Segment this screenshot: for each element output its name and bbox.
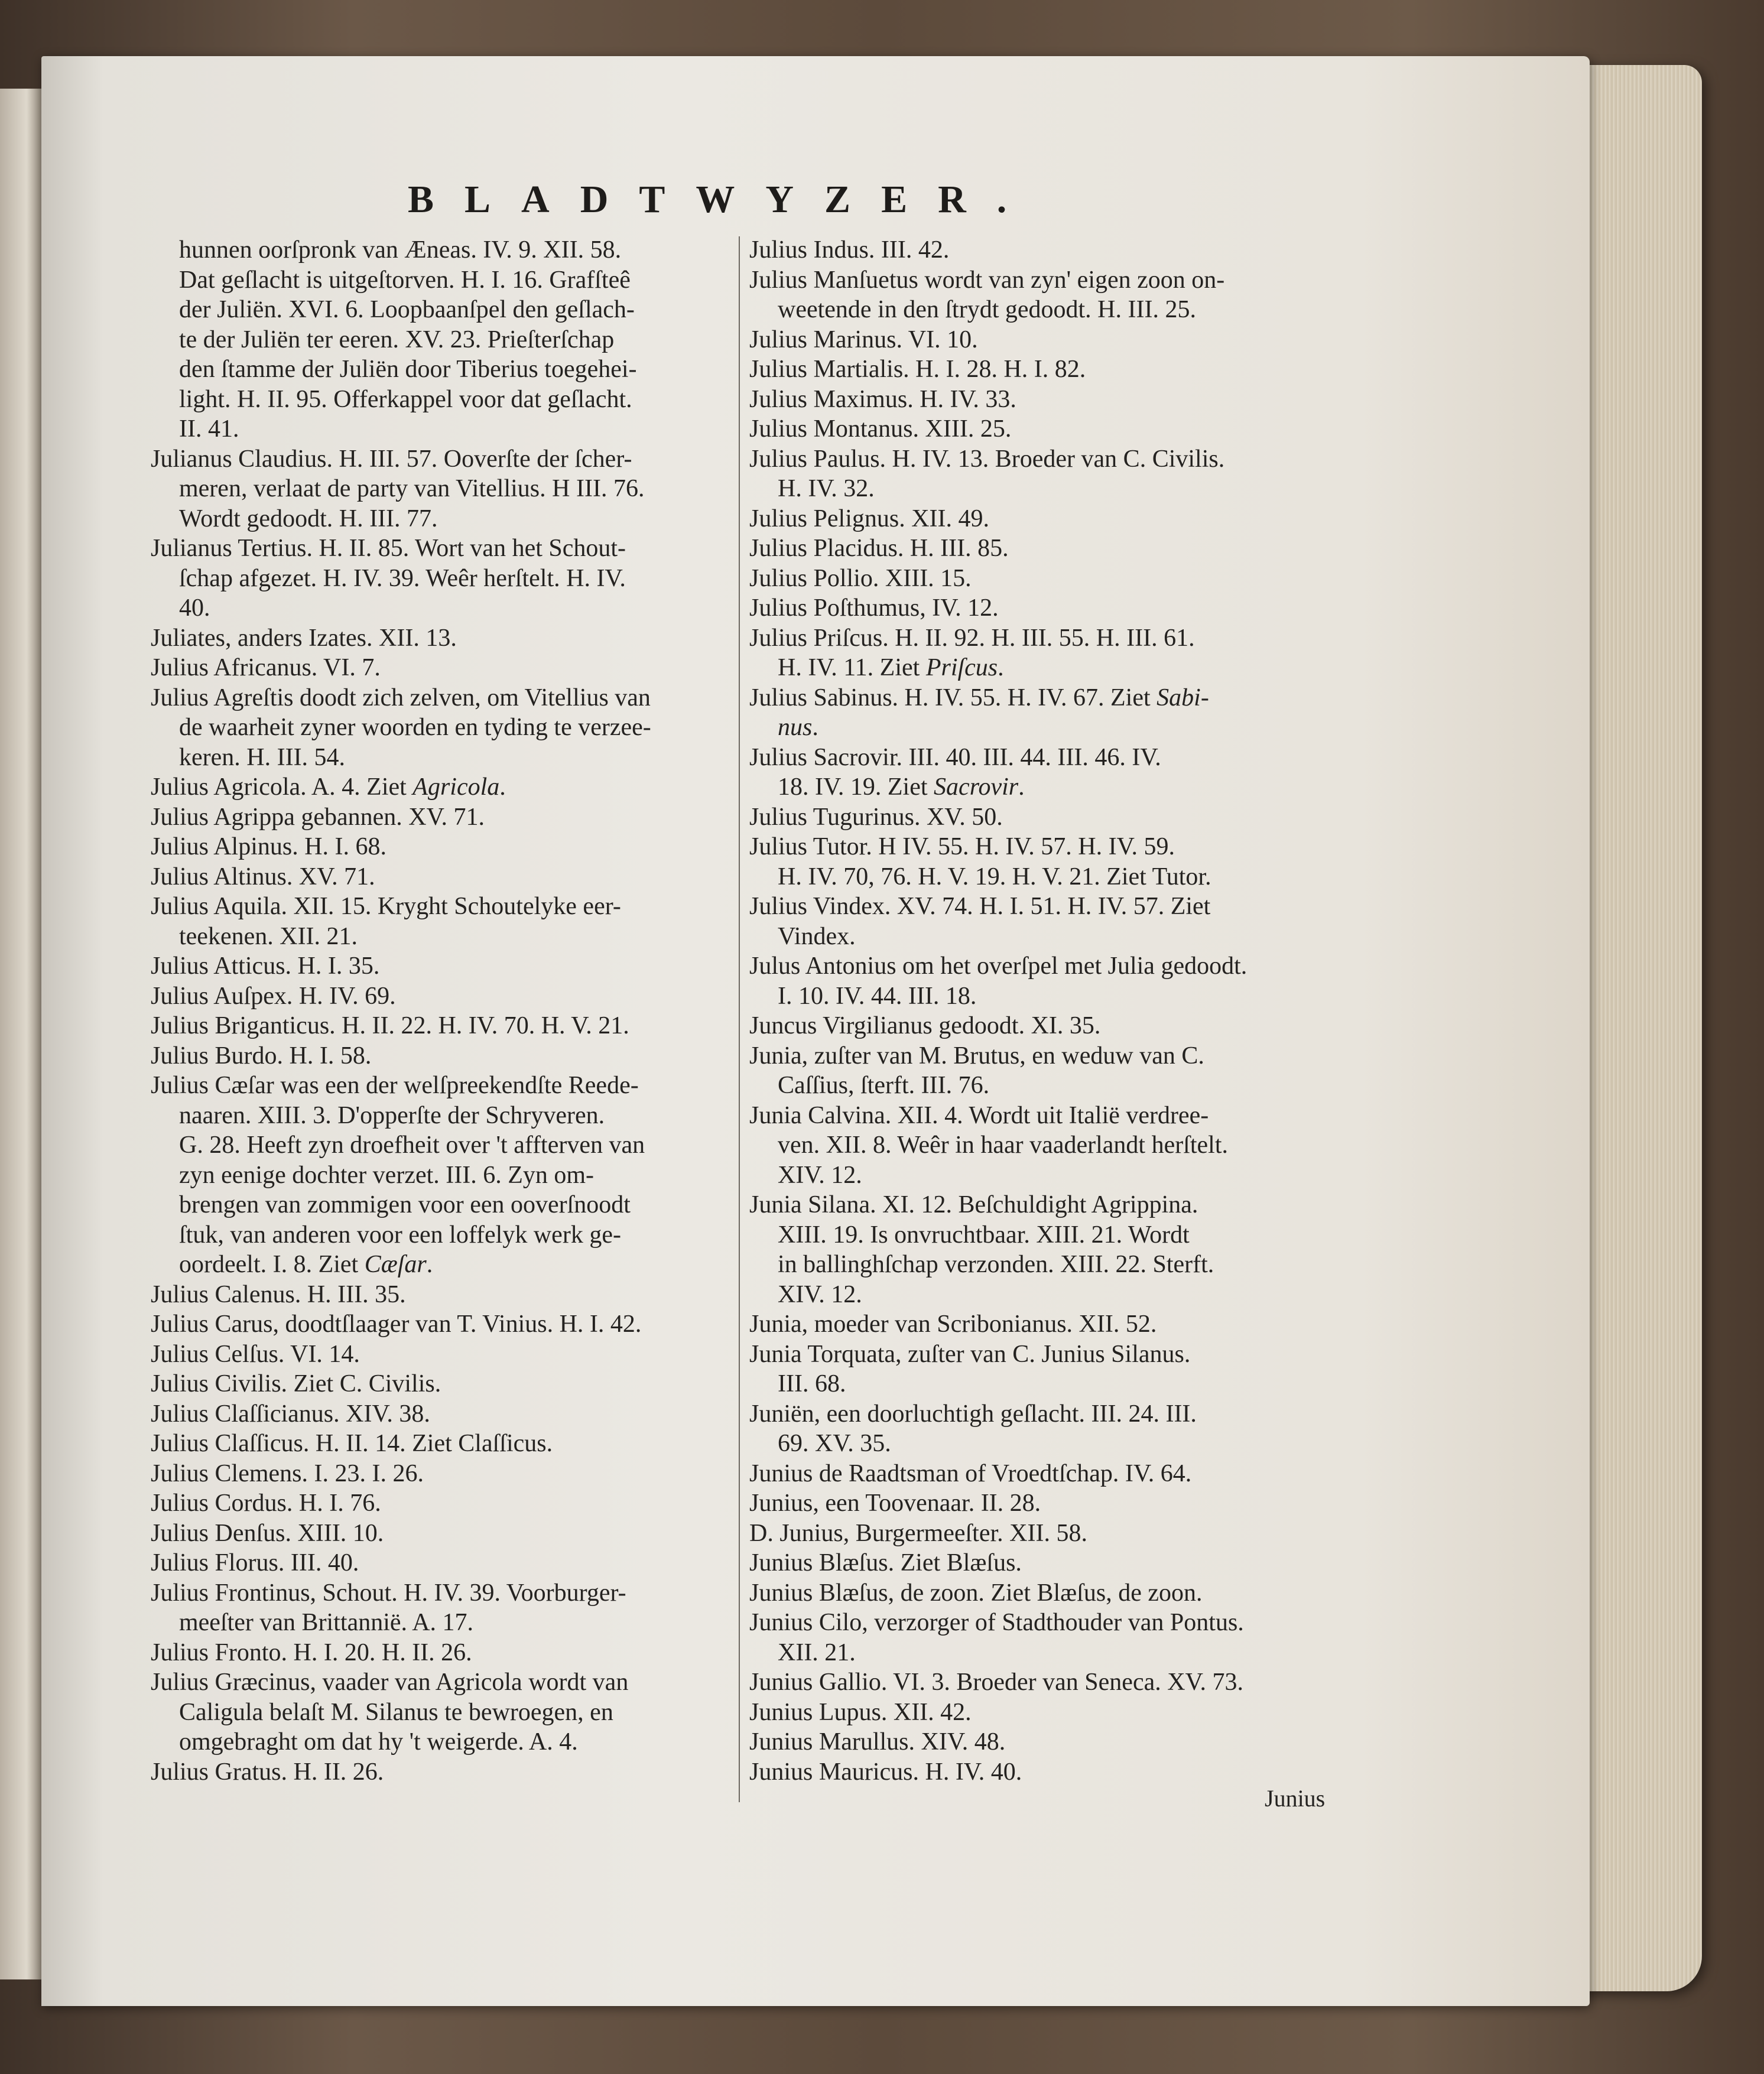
entry-text: . [499,773,506,801]
entry-text: Julius Carus, doodtſlaager van T. Vinius. H. I. 42. [151,1311,642,1338]
entry-text: Junius Blæſus. Ziet Blæſus. [749,1549,1022,1576]
entry-text: Julius Tutor. H IV. 55. H. IV. 57. H. IV. 59. [749,833,1175,860]
index-entry [151,1488,739,1519]
index-entry-continuation [151,1727,739,1757]
entry-text: omgebraght om dat hy 't weigerde. A. 4. [179,1728,578,1756]
entry-text: Julius Atticus. H. I. 35. [151,953,380,980]
index-entry [151,1071,739,1101]
entry-text: Juniën, een doorluchtigh geſlacht. III. 24. III. [749,1400,1197,1428]
entry-text: Julius Calenus. H. III. 35. [151,1280,406,1308]
entry-text: XII. 21. [778,1639,856,1666]
entry-text: Wordt gedoodt. H. III. 77. [179,505,438,532]
index-entry [749,414,1337,444]
entry-text: II. 41. [179,415,239,443]
index-entry-continuation [151,1101,739,1131]
entry-text: Julius Denſus. XIII. 10. [151,1519,384,1547]
index-entry-continuation [151,1250,739,1280]
entry-text: Julius Sacrovir. III. 40. III. 44. III. 46. IV. [749,743,1161,771]
entry-text: Julius Græcinus, vaader van Agricola wordt van [151,1669,629,1696]
index-entry [749,355,1337,385]
index-entry [151,1667,739,1698]
entry-text: H. IV. 32. [778,475,875,502]
index-entry [749,743,1337,773]
index-entry-continuation [151,922,739,952]
index-entry-continuation [151,1220,739,1250]
index-entry [749,892,1337,922]
entry-text: Junius Gallio. VI. 3. Broeder van Seneca. XV. 73. [749,1669,1243,1696]
entry-text: Junia Calvina. XII. 4. Wordt uit Italië verdree- [749,1101,1209,1129]
catchword: Junius [1265,1785,1326,1812]
entry-text: Julianus Tertius. H. II. 85. Wort van het Schout- [151,535,626,562]
index-entry [749,1340,1337,1370]
entry-text: H. IV. 70, 76. H. V. 19. H. V. 21. Ziet Tutor. [778,863,1211,890]
index-entry-continuation [749,474,1337,504]
index-entry [151,951,739,981]
entry-text: Junia, zuſter van M. Brutus, en weduw van C. [749,1042,1204,1069]
entry-text: Vindex. [778,922,856,950]
entry-text: Julius Florus. III. 40. [151,1549,359,1576]
index-entry-continuation [749,922,1337,952]
entry-text: G. 28. Heeft zyn droefheit over 't affterven van [179,1132,645,1159]
index-entry-continuation [749,1130,1337,1160]
index-entry-continuation [749,1369,1337,1399]
index-entry-continuation [749,772,1337,802]
entry-text: 18. IV. 19. Ziet [778,773,934,801]
cross-reference-italic: nus [778,714,813,741]
index-entry [749,534,1337,564]
right-column [749,235,1337,1787]
entry-text: III. 68. [778,1370,846,1397]
entry-text: Julius Indus. III. 42. [749,236,950,264]
entry-text: Junius de Raadtsman of Vroedtſchap. IV. 64. [749,1459,1192,1487]
entry-text: Julius Montanus. XIII. 25. [749,415,1012,443]
entry-text: Junius, een Toovenaar. II. 28. [749,1490,1041,1517]
index-entry [151,832,739,862]
entry-text: brengen van zommigen voor een ooverſnoodt [179,1191,631,1218]
index-entry [749,1548,1337,1578]
index-entry [749,1608,1337,1638]
left-column [151,235,739,1787]
index-entry [151,653,739,683]
entry-text: light. H. II. 95. Offerkappel voor dat geſlacht. [179,385,632,413]
index-entry-continuation [749,1280,1337,1310]
entry-text: Julius Burdo. H. I. 58. [151,1042,372,1069]
entry-text: 40. [179,594,210,622]
index-entry [151,1519,739,1549]
entry-text: Julius Altinus. XV. 71. [151,863,375,890]
entry-text: Julius Cordus. H. I. 76. [151,1490,381,1517]
index-entry [749,1727,1337,1757]
index-entry [749,1309,1337,1340]
index-entry-continuation [151,713,739,743]
entry-text: Julius Pollio. XIII. 15. [749,564,972,592]
entry-text: Julius Fronto. H. I. 20. H. II. 26. [151,1639,472,1666]
index-entry [151,1578,739,1608]
entry-text: Junia Silana. XI. 12. Beſchuldight Agrippina. [749,1191,1198,1218]
entry-text: Julus Antonius om het overſpel met Julia gedoodt. [749,953,1248,980]
index-entry-continuation [749,1220,1337,1250]
entry-text: Julius Maximus. H. IV. 33. [749,385,1016,413]
entry-text: Junius Blæſus, de zoon. Ziet Blæſus, de zoon. [749,1579,1203,1607]
entry-text: D. Junius, Burgermeeſter. XII. 58. [749,1519,1087,1547]
index-entry [151,1757,739,1787]
index-entry [151,1369,739,1399]
entry-text: Junius Mauricus. H. IV. 40. [749,1758,1022,1786]
entry-text: Julius Cæſar was een der welſpreekendſte Reede- [151,1072,639,1099]
index-entry [749,1459,1337,1489]
index-entry [151,444,739,474]
index-entry [749,1101,1337,1131]
entry-text: Caſſius, ſterft. III. 76. [778,1072,990,1099]
index-entry-continuation [151,295,739,325]
index-entry-continuation [749,1250,1337,1280]
index-entry [151,1340,739,1370]
entry-text: . [1018,773,1025,801]
entry-text: XIV. 12. [778,1161,862,1189]
index-entry [749,564,1337,594]
index-entry-continuation [151,593,739,623]
facing-page-edge [0,89,44,1979]
entry-text: in ballinghſchap verzonden. XIII. 22. Sterft. [778,1251,1214,1278]
entry-text: Juliates, anders Izates. XII. 13. [151,624,457,652]
entry-text: teekenen. XII. 21. [179,922,358,950]
index-entry-continuation [151,385,739,415]
index-entry-continuation [749,1429,1337,1459]
index-entry [151,1548,739,1578]
index-entry-continuation [749,1638,1337,1668]
entry-text: XIII. 19. Is onvruchtbaar. XIII. 21. Wordt [778,1221,1190,1249]
entry-text: Julius Claſſicus. H. II. 14. Ziet Claſſicus. [151,1430,553,1457]
entry-text: Julius Aquila. XII. 15. Kryght Schoutelyke eer- [151,893,621,920]
entry-text: Junius Cilo, verzorger of Stadthouder van Pontus. [749,1609,1244,1636]
cross-reference-italic: Sacrovir [934,773,1019,801]
index-entry [749,802,1337,833]
entry-text: . [812,714,818,741]
entry-text: Julius Placidus. H. III. 85. [749,535,1009,562]
index-entry [151,862,739,892]
index-entry-continuation [749,653,1337,683]
index-entry [749,1667,1337,1698]
entry-text: ſtuk, van anderen voor een loffelyk werk ge- [179,1221,621,1249]
index-entry [151,802,739,833]
index-entry [151,683,739,713]
index-entry-continuation [151,504,739,534]
index-entry-continuation [151,1130,739,1160]
index-entry-continuation [151,474,739,504]
index-entry-continuation [151,743,739,773]
entry-text: ven. XII. 8. Weêr in haar vaaderlandt herſtelt. [778,1132,1229,1159]
entry-text: te der Juliën ter eeren. XV. 23. Prieſterſchap [179,326,615,353]
index-entry [151,981,739,1012]
index-entry [749,265,1337,295]
index-entry [749,1578,1337,1608]
index-entry-continuation [749,295,1337,325]
entry-text: Julius Agreſtis doodt zich zelven, om Vitellius van [151,684,651,711]
index-entry [749,1041,1337,1071]
entry-text: Julius Poſthumus, IV. 12. [749,594,999,622]
entry-text: Julius Agricola. A. 4. Ziet [151,773,413,801]
entry-text: Julius Briganticus. H. II. 22. H. IV. 70. H. V. 21. [151,1012,629,1039]
entry-text: ſchap afgezet. H. IV. 39. Weêr herſtelt. H. IV. [179,564,626,592]
index-entry [151,892,739,922]
index-entry [749,235,1337,265]
index-entry-continuation [749,1071,1337,1101]
index-entry-continuation [749,1160,1337,1191]
index-entry-continuation [151,1190,739,1220]
entry-text: oordeelt. I. 8. Ziet [179,1251,365,1278]
index-entry-continuation [749,981,1337,1012]
index-entry [749,1011,1337,1041]
index-entry [151,1280,739,1310]
entry-text: Junia, moeder van Scribonianus. XII. 52. [749,1311,1157,1338]
index-entry [151,1041,739,1071]
index-entry [151,1459,739,1489]
index-entry [749,623,1337,654]
index-entry-continuation [151,265,739,295]
index-entry [151,1399,739,1429]
index-entry-continuation [151,355,739,385]
index-entry [749,832,1337,862]
cross-reference-italic: Agricola [412,773,500,801]
entry-text: Julius Clemens. I. 23. I. 26. [151,1459,424,1487]
index-entry [749,1757,1337,1787]
index-entry-continuation [749,713,1337,743]
entry-text: Julius Africanus. VI. 7. [151,654,381,681]
index-entry-continuation [151,564,739,594]
entry-text: Julius Frontinus, Schout. H. IV. 39. Voorburger- [151,1579,626,1607]
entry-text: Julius Pelignus. XII. 49. [749,505,990,532]
entry-text: Julius Vindex. XV. 74. H. I. 51. H. IV. 57. Ziet [749,893,1211,920]
entry-text: keren. H. III. 54. [179,743,346,771]
entry-text: Junius Lupus. XII. 42. [749,1698,972,1726]
entry-text: Julius Alpinus. H. I. 68. [151,833,387,860]
entry-text: Julius Manſuetus wordt van zyn' eigen zoon on- [749,266,1225,294]
entry-text: de waarheit zyner woorden en tyding te verzee- [179,714,651,741]
index-entry [151,1011,739,1041]
entry-text: den ſtamme der Juliën door Tiberius toegehei- [179,356,637,383]
index-entry [749,951,1337,981]
entry-text: I. 10. IV. 44. III. 18. [778,982,977,1010]
index-entry-continuation [151,1160,739,1191]
entry-text: weetende in den ſtrydt gedoodt. H. III. 25. [778,296,1196,323]
entry-text: Julius Civilis. Ziet C. Civilis. [151,1370,441,1397]
entry-text: zyn eenige dochter verzet. III. 6. Zyn om- [179,1161,595,1189]
entry-text: Junius Marullus. XIV. 48. [749,1728,1006,1756]
index-entry [151,1309,739,1340]
entry-text: Julius Martialis. H. I. 28. H. I. 82. [749,356,1086,383]
index-entry-continuation [749,862,1337,892]
entry-text: meeſter van Brittannië. A. 17. [179,1609,474,1636]
entry-text: meren, verlaat de party van Vitellius. H III. 76. [179,475,645,502]
entry-text: . [998,654,1004,681]
entry-text: der Juliën. XVI. 6. Loopbaanſpel den geſlach- [179,296,635,323]
cross-reference-italic: Priſcus [925,654,998,681]
index-entry [749,1488,1337,1519]
index-entry [749,1190,1337,1220]
entry-text: Julius Sabinus. H. IV. 55. H. IV. 67. Ziet [749,684,1157,711]
index-entry [749,1698,1337,1728]
index-entry [749,504,1337,534]
index-entry-continuation [151,235,739,265]
index-entry [749,1399,1337,1429]
entry-text: Julius Paulus. H. IV. 13. Broeder van C. Civilis. [749,445,1225,473]
entry-text: Julius Agrippa gebannen. XV. 71. [151,803,485,831]
entry-text: Julius Auſpex. H. IV. 69. [151,982,396,1010]
index-entry [151,772,739,802]
entry-text: Julius Celſus. VI. 14. [151,1340,360,1368]
entry-text: hunnen oorſpronk van Æneas. IV. 9. XII. 58. [179,236,622,264]
index-entry [749,444,1337,474]
entry-text: Juncus Virgilianus gedoodt. XI. 35. [749,1012,1101,1039]
entry-text: XIV. 12. [778,1280,862,1308]
page-title: BLADTWYZER. [408,178,1038,221]
index-entry [749,325,1337,355]
entry-text: Julianus Claudius. H. III. 57. Ooverſte der ſcher- [151,445,632,473]
index-entry [151,1638,739,1668]
entry-text: Dat geſlacht is uitgeſtorven. H. I. 16. Grafſteê [179,266,631,294]
index-entry [749,1519,1337,1549]
index-entry-continuation [151,414,739,444]
entry-text: Julius Priſcus. H. II. 92. H. III. 55. H. III. 61. [749,624,1195,652]
index-entry [749,683,1337,713]
entry-text: Julius Tugurinus. XV. 50. [749,803,1003,831]
entry-text: 69. XV. 35. [778,1430,891,1457]
index-entry [151,534,739,564]
entry-text: naaren. XIII. 3. D'opperſte der Schryveren. [179,1101,605,1129]
entry-text: H. IV. 11. Ziet [778,654,926,681]
entry-text: Julius Gratus. H. II. 26. [151,1758,384,1786]
entry-text: . [426,1251,433,1278]
column-divider [739,236,740,1802]
entry-text: Caligula belaſt M. Silanus te bewroegen, en [179,1698,613,1726]
entry-text: Julius Marinus. VI. 10. [749,326,978,353]
index-entry-continuation [151,325,739,355]
index-entry [151,623,739,654]
cross-reference-italic: Cæſar [364,1251,427,1278]
index-entry [151,1429,739,1459]
entry-text: Junia Torquata, zuſter van C. Junius Silanus. [749,1340,1191,1368]
index-entry [749,593,1337,623]
entry-text: Julius Claſſicianus. XIV. 38. [151,1400,430,1428]
index-entry-continuation [151,1698,739,1728]
index-entry [749,385,1337,415]
index-entry-continuation [151,1608,739,1638]
cross-reference-italic: Sabi- [1156,684,1209,711]
